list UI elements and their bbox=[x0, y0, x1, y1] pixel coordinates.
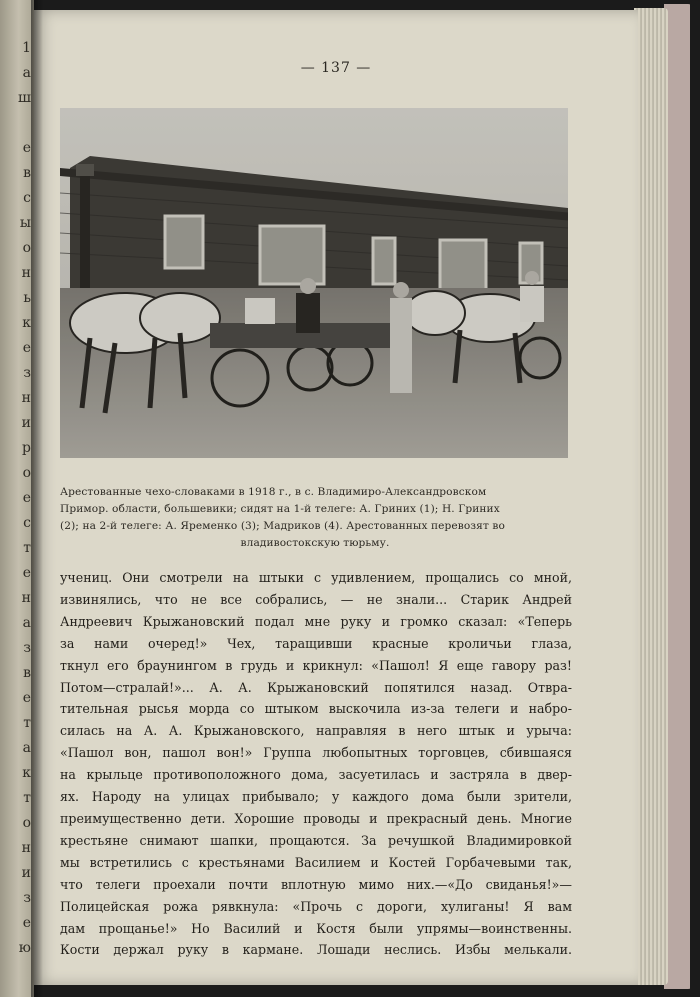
previous-page-edge bbox=[0, 0, 34, 997]
left-page-fragment: е bbox=[22, 690, 31, 706]
left-page-fragment: ы bbox=[19, 215, 31, 231]
text-line: преимущественно дети. Хорошие проводы и прекрасный день. Многие bbox=[60, 810, 572, 826]
left-page-fragment: е bbox=[22, 340, 31, 356]
book-page bbox=[34, 10, 638, 985]
left-page-fragment: р bbox=[22, 440, 31, 456]
left-page-fragment: к bbox=[22, 315, 31, 331]
left-page-fragment: е bbox=[22, 915, 31, 931]
left-page-fragment: з bbox=[23, 890, 31, 906]
left-page-fragment: к bbox=[22, 765, 31, 781]
left-page-fragment: н bbox=[21, 265, 31, 281]
left-page-fragment: е bbox=[22, 140, 31, 156]
text-line: Кости держал руку в кармане. Лошади неслись. Избы мелькали. bbox=[60, 942, 572, 958]
left-page-fragment: ш bbox=[17, 90, 31, 106]
page-stack bbox=[634, 8, 668, 985]
text-line: за нами очеред!» Чех, таращивши красные кроличьи глаза, bbox=[60, 635, 572, 651]
left-page-fragment: н bbox=[21, 840, 31, 856]
text-line: извинялись, что не все собрались, — не знали... Старик Андрей bbox=[60, 591, 572, 607]
left-page-fragment: и bbox=[21, 415, 31, 431]
text-line: учениц. Они смотрели на штыки с удивлением, прощались со мной, bbox=[60, 570, 572, 585]
left-page-fragment: о bbox=[22, 465, 31, 481]
left-page-fragment: о bbox=[22, 240, 31, 256]
gutter-shadow bbox=[31, 0, 43, 997]
left-page-fragment: 1 bbox=[22, 40, 31, 56]
left-page-fragment: з bbox=[23, 365, 31, 381]
text-line: что телеги проехали почти вплотную мимо них.—«До свиданья!»— bbox=[60, 876, 572, 892]
text-line: Андреевич Крыжановский подал мне руку и громко сказал: «Теперь bbox=[60, 613, 572, 629]
left-page-fragment: т bbox=[23, 540, 31, 556]
left-page-fragment: с bbox=[23, 190, 31, 206]
left-page-fragment: а bbox=[22, 65, 31, 81]
left-page-fragment: и bbox=[21, 865, 31, 881]
text-line: ях. Народу на улицах прибывало; у каждого дома были зрители, bbox=[60, 789, 572, 805]
caption-line: владивостокскую тюрьму. bbox=[240, 537, 390, 549]
left-page-fragment: о bbox=[22, 815, 31, 831]
text-line: ткнул его браунингом в грудь и крикнул: «Пашол! Я еще гавору раз! bbox=[60, 657, 572, 673]
left-page-fragment: а bbox=[22, 615, 31, 631]
left-page-fragment: е bbox=[22, 490, 31, 506]
text-line: мы встретились с крестьянами Василием и Костей Горбачевыми так, bbox=[60, 854, 572, 870]
left-page-fragment: н bbox=[21, 590, 31, 606]
text-line: крестьяне снимают шапки, прощаются. За речушкой Владимировкой bbox=[60, 832, 572, 848]
text-line: Полицейская рожа рявкнула: «Прочь с дороги, хулиганы! Я вам bbox=[60, 898, 572, 914]
archival-photo bbox=[60, 108, 568, 458]
text-line: силась на А. А. Крыжановского, направляя в него штык и урыча: bbox=[60, 723, 572, 739]
left-page-fragment: з bbox=[23, 640, 31, 656]
body-text bbox=[60, 567, 572, 961]
text-line: тительная рысья морда со штыком выскочила из-за телеги и набро- bbox=[60, 701, 572, 717]
photo-caption bbox=[60, 484, 570, 552]
photo-image bbox=[60, 108, 568, 458]
text-line: Потом—стралай!»... А. А. Крыжановский попятился назад. Отвра- bbox=[60, 679, 572, 695]
caption-line: Арестованные чехо-словаками в 1918 г., в с. Владимиро-Александровском bbox=[60, 486, 487, 498]
left-page-fragment: в bbox=[23, 165, 31, 181]
left-page-fragment: е bbox=[22, 565, 31, 581]
left-page-fragment: т bbox=[23, 790, 31, 806]
cover-edge bbox=[690, 4, 700, 989]
text-line: «Пашол вон, пашол вон!» Группа любопытных торговцев, сбившаяся bbox=[60, 745, 572, 761]
text-line: дам прощанье!» Но Василий и Костя были упрямы—воинственны. bbox=[60, 920, 572, 936]
left-page-fragment: ю bbox=[18, 940, 31, 956]
left-page-fragment: а bbox=[22, 740, 31, 756]
left-page-fragment: н bbox=[21, 390, 31, 406]
left-page-fragment: с bbox=[23, 515, 31, 531]
page-number: — 137 — bbox=[300, 60, 372, 76]
text-line: на крыльце противоположного дома, засуетилась и застряла в двер- bbox=[60, 767, 572, 783]
caption-line: (2); на 2-й телеге: А. Яременко (3); Мадриков (4). Арестованных перевозят во bbox=[60, 520, 505, 532]
left-page-fragment: т bbox=[23, 715, 31, 731]
left-page-fragment: ь bbox=[23, 290, 31, 306]
caption-line: Примор. области, большевики; сидят на 1-й телеге: А. Гриних (1); Н. Гриних bbox=[60, 503, 500, 515]
left-page-fragment: в bbox=[23, 665, 31, 681]
